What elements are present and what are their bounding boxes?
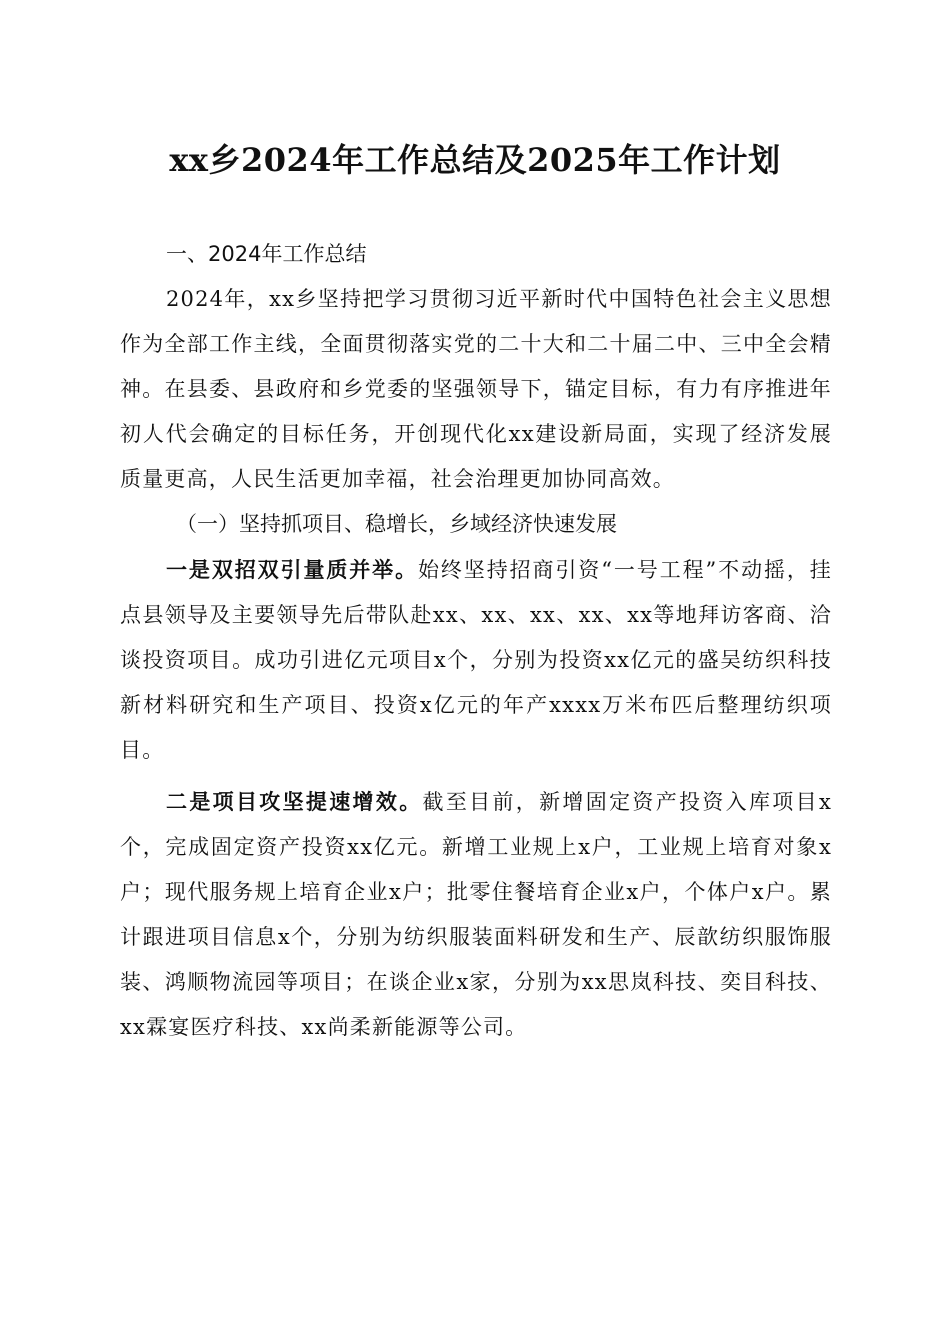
document-title: xx乡2024年工作总结及2025年工作计划 — [169, 141, 781, 179]
point-one-body: 始终坚持招商引资“一号工程”不动摇，挂点县领导及主要领导先后带队赴xx、xx、xx、xx、xx等地拜访客商、洽谈投资项目。成功引进亿元项目x个，分别为投资xx亿元的盛吴纺织科技新材料研究和生产项目、投资x亿元的年产xxxx万米布匹后整理纺织项目。 — [120, 558, 832, 762]
subsection-heading: （一）坚持抓项目、稳增长，乡域经济快速发展 — [176, 512, 617, 536]
document-body — [120, 232, 832, 1050]
point-one-lead: 一是双招双引量质并举。 — [166, 557, 418, 582]
point-two-paragraph — [120, 779, 832, 1050]
point-one-paragraph — [120, 547, 832, 773]
point-two-body: 截至目前，新增固定资产投资入库项目x个，完成固定资产投资xx亿元。新增工业规上x户，工业规上培育对象x户；现代服务规上培育企业x户；批零住餐培育企业x户，个体户x户。累计跟进项目信息x个，分别为纺织服装面料研发和生产、辰歆纺织服饰服装、鸿顺物流园等项目；在谈企业x家，分别为xx思岚科技、奕目科技、xx霖宴医疗科技、xx尚柔新能源等公司。 — [120, 790, 832, 1039]
intro-paragraph: 2024年，xx乡坚持把学习贯彻习近平新时代中国特色社会主义思想作为全部工作主线，全面贯彻落实党的二十大和二十届二中、三中全会精神。在县委、县政府和乡党委的坚强领导下，锚定目标，有力有序推进年初人代会确定的目标任务，开创现代化xx建设新局面，实现了经济发展质量更高，人民生活更加幸福，社会治理更加协同高效。 — [120, 287, 832, 491]
point-two-lead: 二是项目攻坚提速增效。 — [166, 789, 423, 814]
section-heading: 一、2024年工作总结 — [166, 242, 367, 266]
